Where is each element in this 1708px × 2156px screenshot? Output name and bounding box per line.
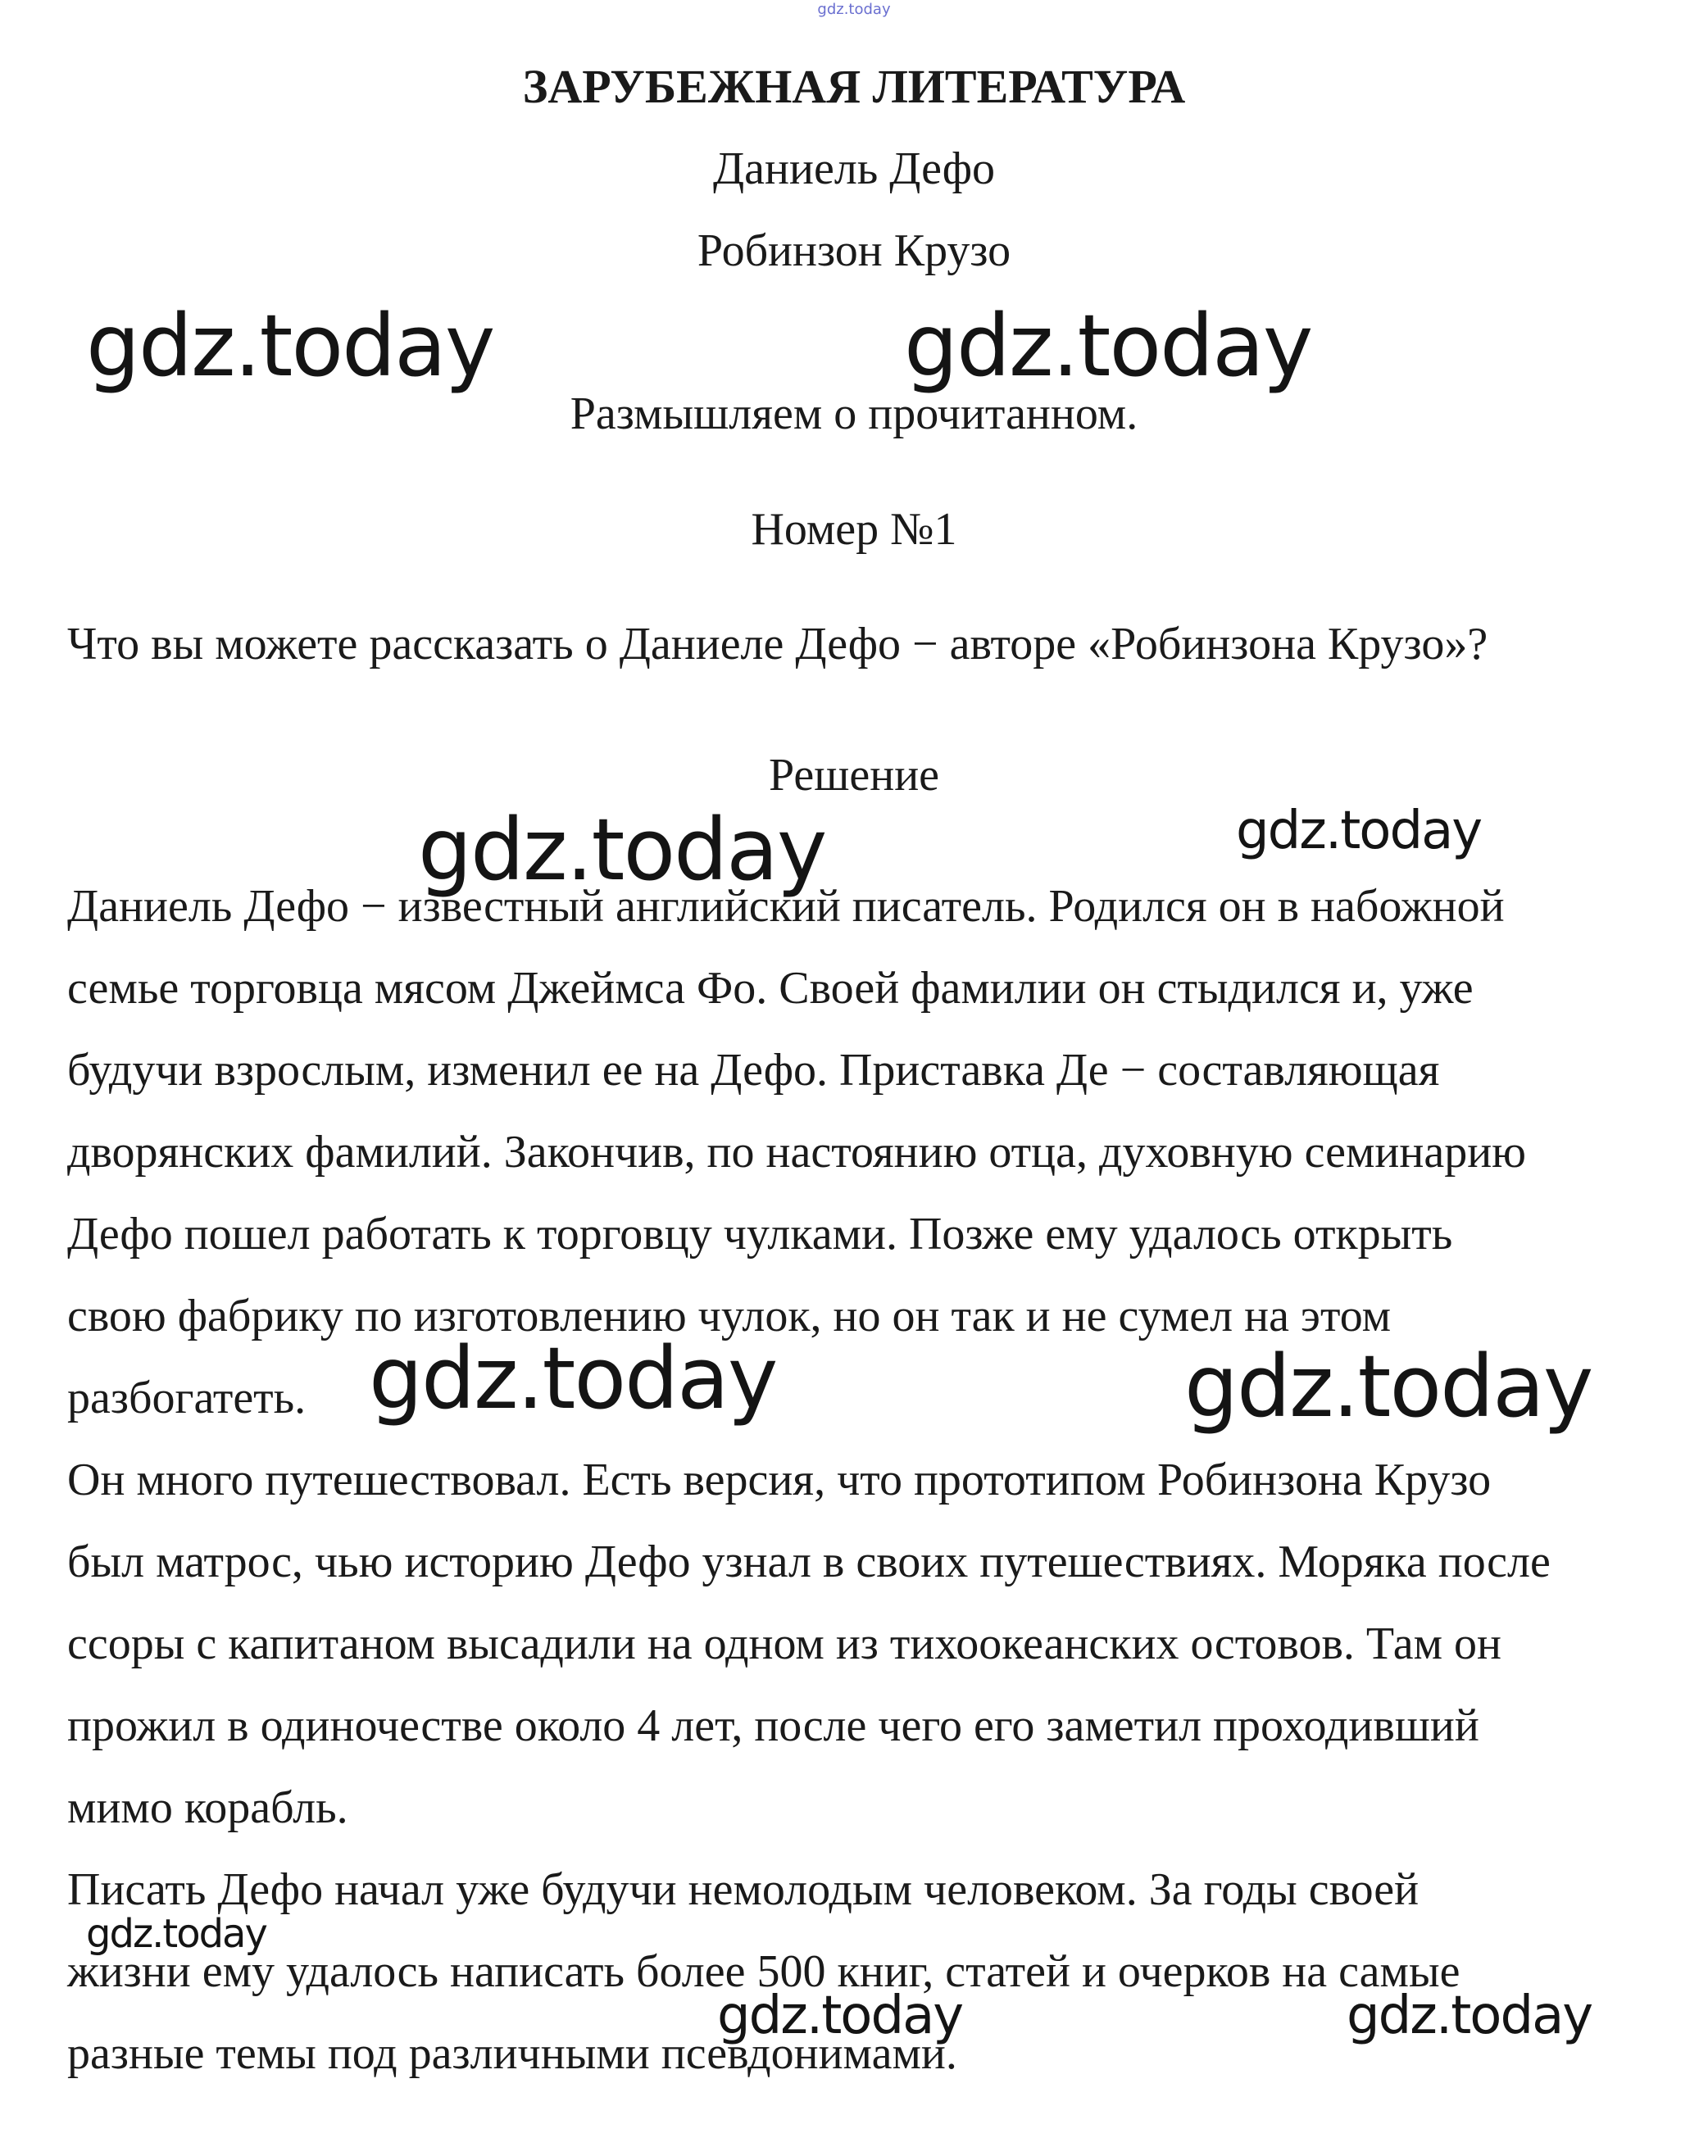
answer-line: будучи взрослым, изменил ее на Дефо. Приставка Де − составляющая xyxy=(67,1045,1440,1096)
answer-text xyxy=(67,875,1674,2104)
answer-line: был матрос, чью историю Дефо узнал в своих путешествиях. Моряка после xyxy=(67,1536,1551,1587)
watermark: gdz.today xyxy=(1236,801,1482,861)
answer-line: Он много путешествовал. Есть версия, что прототипом Робинзона Крузо xyxy=(67,1455,1492,1505)
answer-line: Даниель Дефо − известный английский писатель. Родился он в набожной xyxy=(67,881,1505,932)
answer-line: разбогатеть. xyxy=(67,1373,307,1423)
work-title: Робинзон Крузо xyxy=(697,225,1011,276)
answer-line: ссоры с капитаном высадили на одном из тихоокеанских остовов. Там он xyxy=(67,1618,1501,1669)
watermark: gdz.today xyxy=(1347,1986,1592,2046)
answer-line: свою фабрику по изготовлению чулок, но он так и не сумел на этом xyxy=(67,1291,1392,1341)
author-name: Даниель Дефо xyxy=(712,143,996,194)
answer-line: прожил в одиночестве около 4 лет, после чего его заметил проходивший xyxy=(67,1700,1479,1751)
section-title: ЗАРУБЕЖНАЯ ЛИТЕРАТУРА xyxy=(522,60,1186,113)
solution-heading: Решение xyxy=(768,750,940,801)
answer-line: разные темы под различными псевдонимами. xyxy=(67,2028,957,2079)
answer-line: мимо корабль. xyxy=(67,1782,348,1833)
watermark: gdz.today xyxy=(369,1328,777,1428)
watermark: gdz.today xyxy=(86,1911,266,1957)
answer-line: семье торговца мясом Джеймса Фо. Своей фамилии он стыдился и, уже xyxy=(67,963,1474,1014)
watermark: gdz.today xyxy=(904,296,1312,396)
site-mark: gdz.today xyxy=(817,1,891,18)
watermark: gdz.today xyxy=(1184,1337,1592,1437)
subheading: Размышляем о прочитанном. xyxy=(570,388,1138,439)
watermark: gdz.today xyxy=(86,296,494,396)
answer-line: дворянских фамилий. Закончив, по настоянию отца, духовную семинарию xyxy=(67,1127,1526,1178)
question-text: Что вы можете рассказать о Даниеле Дефо − авторе «Робинзона Крузо»? xyxy=(67,619,1488,669)
answer-line: жизни ему удалось написать более 500 книг, статей и очерков на самые xyxy=(67,1946,1460,1997)
watermark: gdz.today xyxy=(418,800,826,900)
answer-line: Дефо пошел работать к торговцу чулками. Позже ему удалось открыть xyxy=(67,1209,1453,1260)
answer-line: Писать Дефо начал уже будучи немолодым человеком. За годы своей xyxy=(67,1864,1420,1915)
watermark: gdz.today xyxy=(717,1986,963,2046)
task-number: Номер №1 xyxy=(751,504,957,555)
